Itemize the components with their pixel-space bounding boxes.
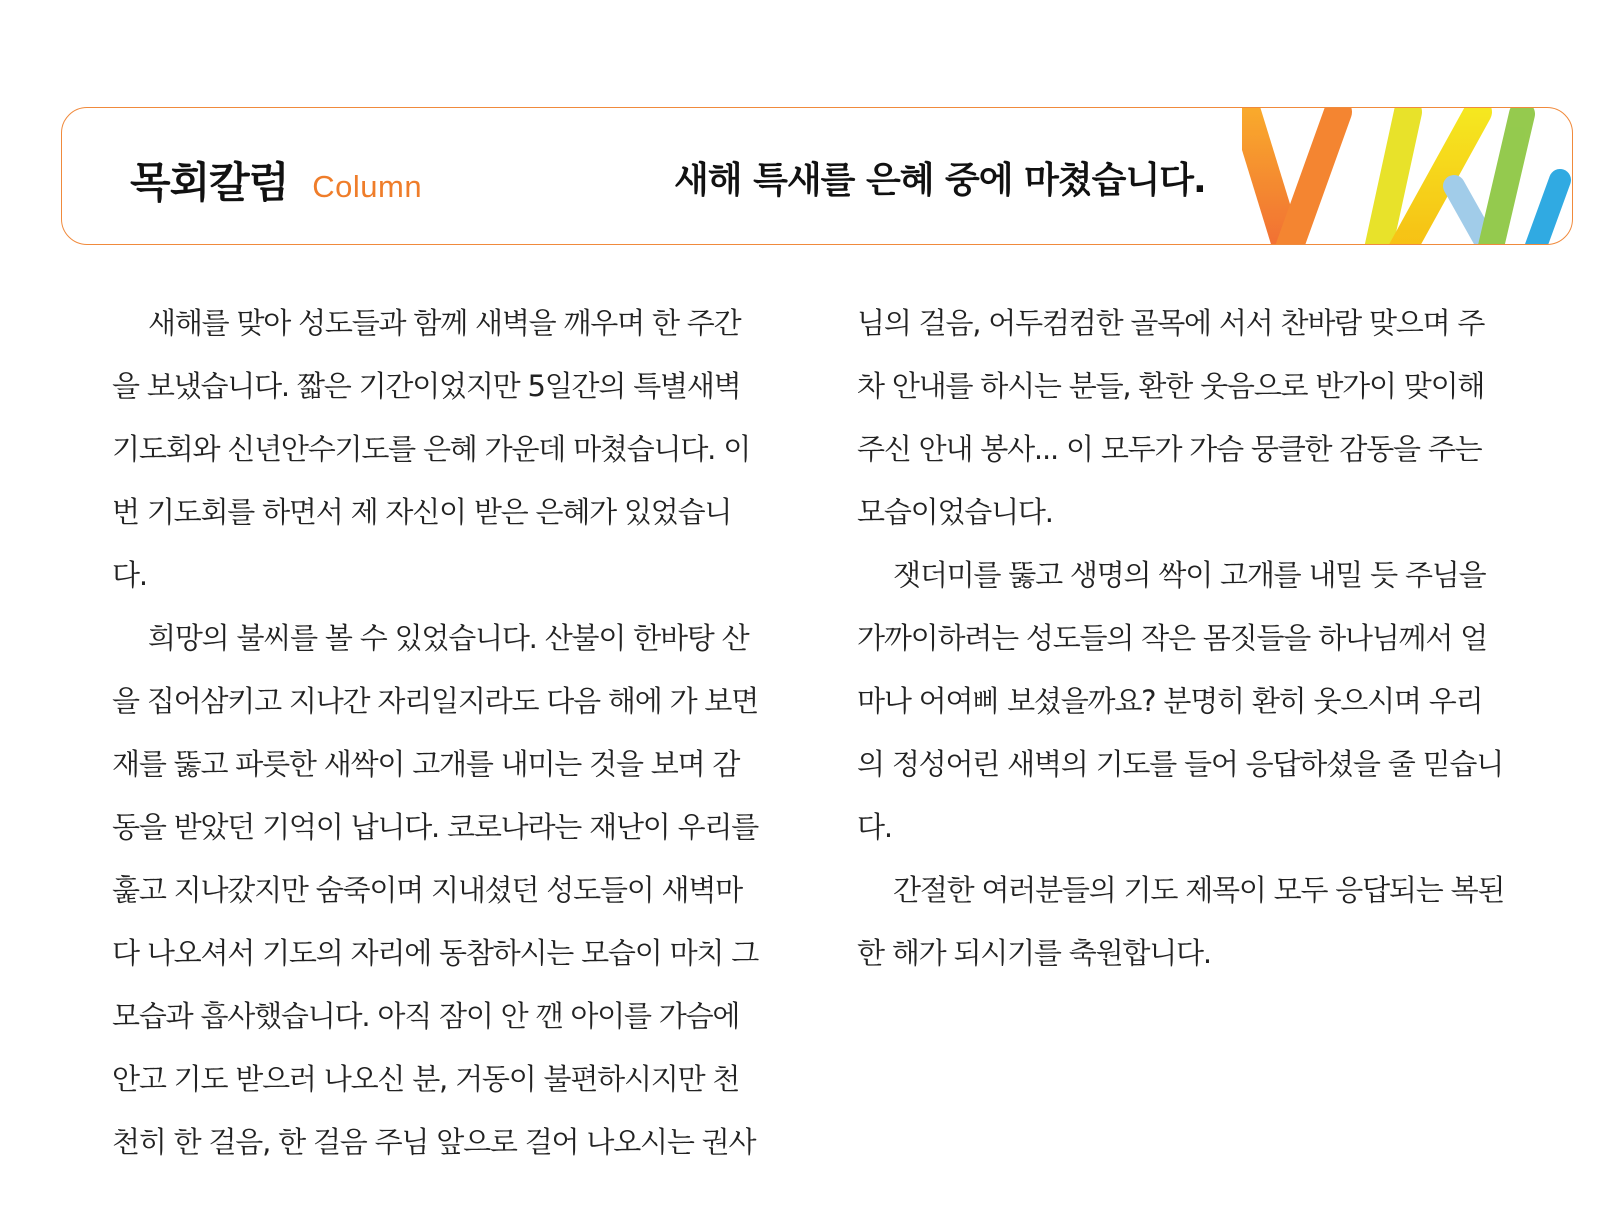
text-line: 을 집어삼키고 지나간 자리일지라도 다음 해에 가 보면 [112, 684, 759, 718]
brand-english: Column [312, 169, 423, 204]
text-line: 주신 안내 봉사... 이 모두가 가슴 뭉클한 감동을 주는 [857, 432, 1482, 466]
left-column [112, 292, 764, 1174]
column-header [61, 107, 1573, 245]
text-line: 다 나오셔서 기도의 자리에 동참하시는 모습이 마치 그 [112, 936, 759, 970]
column-title: 새해 특새를 은혜 중에 마쳤습니다. [674, 160, 1206, 201]
text-line: 안고 기도 받으러 나오신 분, 거동이 불편하시지만 천 [112, 1062, 740, 1096]
text-line: 모습과 흡사했습니다. 아직 잠이 안 깬 아이를 가슴에 [112, 999, 740, 1033]
text-line: 마나 어여삐 보셨을까요? 분명히 환히 웃으시며 우리 [857, 684, 1483, 718]
right-column [857, 292, 1509, 985]
text-line: 가까이하려는 성도들의 작은 몸짓들을 하나님께서 얼 [857, 621, 1488, 655]
text-line: 다. [112, 558, 147, 592]
brand [130, 150, 422, 210]
brand-korean: 목회칼럼 [130, 158, 289, 207]
decorative-stripes-graphic [1242, 108, 1572, 244]
text-line: 동을 받았던 기억이 납니다. 코로나라는 재난이 우리를 [112, 810, 759, 844]
text-line: 새해를 맞아 성도들과 함께 새벽을 깨우며 한 주간 [148, 306, 741, 340]
text-line: 기도회와 신년안수기도를 은혜 가운데 마쳤습니다. 이 [112, 432, 751, 466]
text-line: 한 해가 되시기를 축원합니다. [857, 936, 1211, 970]
text-line: 번 기도회를 하면서 제 자신이 받은 은혜가 있었습니 [112, 495, 732, 529]
text-line: 간절한 여러분들의 기도 제목이 모두 응답되는 복된 [893, 873, 1505, 907]
text-line: 잿더미를 뚫고 생명의 싹이 고개를 내밀 듯 주님을 [893, 558, 1486, 592]
text-line: 천히 한 걸음, 한 걸음 주님 앞으로 걸어 나오시는 권사 [112, 1125, 756, 1159]
text-line: 훑고 지나갔지만 숨죽이며 지내셨던 성도들이 새벽마 [112, 873, 743, 907]
text-line: 희망의 불씨를 볼 수 있었습니다. 산불이 한바탕 산 [148, 621, 749, 655]
text-line: 다. [857, 810, 892, 844]
text-line: 의 정성어린 새벽의 기도를 들어 응답하셨을 줄 믿습니 [857, 747, 1504, 781]
text-line: 재를 뚫고 파릇한 새싹이 고개를 내미는 것을 보며 감 [112, 747, 740, 781]
text-line: 차 안내를 하시는 분들, 환한 웃음으로 반가이 맞이해 [857, 369, 1485, 403]
text-line: 을 보냈습니다. 짧은 기간이었지만 5일간의 특별새벽 [112, 369, 741, 403]
text-line: 님의 걸음, 어두컴컴한 골목에 서서 찬바람 맞으며 주 [857, 306, 1485, 340]
text-line: 모습이었습니다. [857, 495, 1053, 529]
